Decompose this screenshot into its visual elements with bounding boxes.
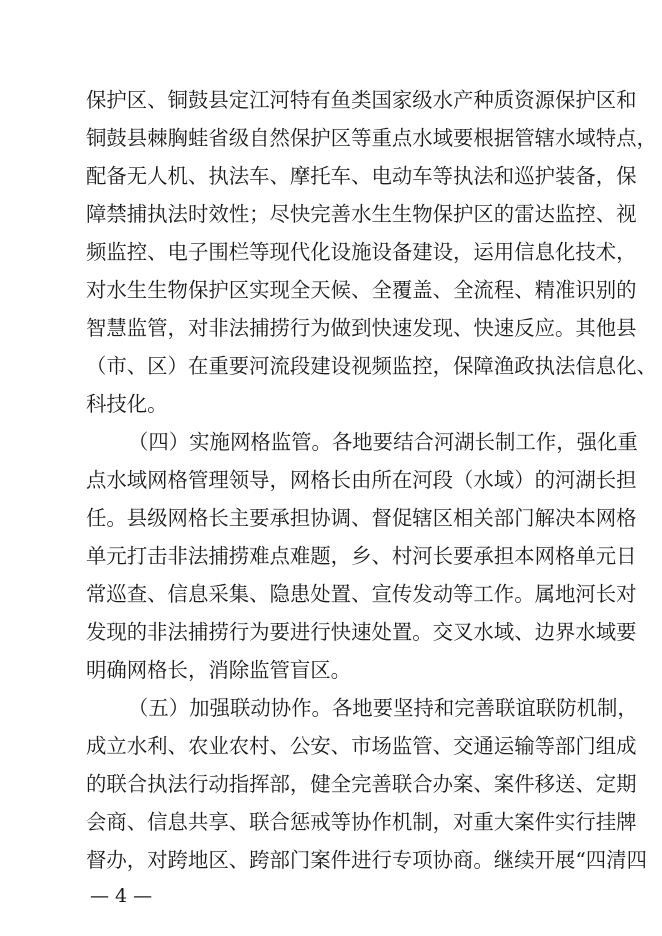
text-line-1: 保护区、铜鼓县定江河特有鱼类国家级水产种质资源保护区和: [86, 88, 637, 112]
page-number: — 4 —: [90, 885, 153, 907]
section-five-heading-line: （五）加强联动协作。各地要坚持和完善联谊联防机制，: [128, 696, 638, 720]
text-line-6: 对水生生物保护区实现全天候、全覆盖、全流程、精准识别的: [86, 278, 637, 302]
text-line-21: 督办，对跨地区、跨部门案件进行专项协商。继续开展“四清四: [86, 848, 647, 872]
text-line-9: 科技化。: [86, 392, 168, 416]
text-line-5: 频监控、电子围栏等现代化设施设备建设，运用信息化技术，: [86, 240, 637, 264]
text-line-2: 铜鼓县棘胸蛙省级自然保护区等重点水域要根据管辖水域特点，: [86, 126, 657, 150]
text-line-18: 成立水利、农业农村、公安、市场监管、交通运输等部门组成: [86, 734, 637, 758]
text-line-19: 的联合执法行动指挥部，健全完善联合办案、案件移送、定期: [86, 772, 637, 796]
section-four-heading-line: （四）实施网格监管。各地要结合河湖长制工作，强化重: [128, 430, 638, 454]
text-line-4: 障禁捕执法时效性；尽快完善水生生物保护区的雷达监控、视: [86, 202, 637, 226]
text-line-20: 会商、信息共享、联合惩戒等协作机制，对重大案件实行挂牌: [86, 810, 637, 834]
text-line-15: 发现的非法捕捞行为要进行快速处置。交叉水域、边界水域要: [86, 620, 637, 644]
text-line-13: 单元打击非法捕捞难点难题，乡、村河长要承担本网格单元日: [86, 544, 637, 568]
text-line-14: 常巡查、信息采集、隐患处置、宣传发动等工作。属地河长对: [86, 582, 637, 606]
text-line-11: 点水域网格管理领导，网格长由所在河段（水域）的河湖长担: [86, 468, 637, 492]
text-line-8: （市、区）在重要河流段建设视频监控，保障渔政执法信息化、: [86, 354, 657, 378]
text-line-7: 智慧监管，对非法捕捞行为做到快速发现、快速反应。其他县: [86, 316, 637, 340]
text-line-12: 任。县级网格长主要承担协调、督促辖区相关部门解决本网格: [86, 506, 637, 530]
text-line-16: 明确网格长，消除监管盲区。: [86, 658, 352, 682]
text-line-3: 配备无人机、执法车、摩托车、电动车等执法和巡护装备，保: [86, 164, 637, 188]
